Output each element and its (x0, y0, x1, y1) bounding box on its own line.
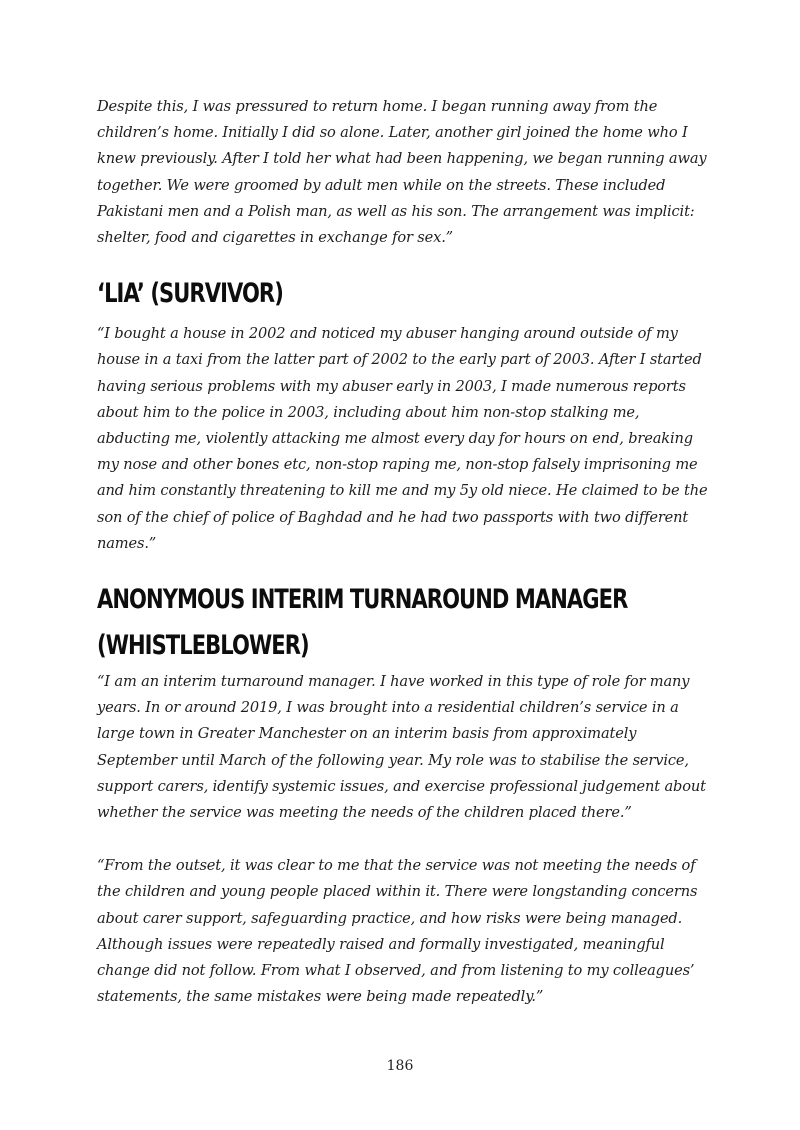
lia-testimony-paragraph: “I bought a house in 2002 and noticed my abuser hanging around outside of my house in a taxi from the latter part of 2002 to the early part of 2003. After I started having serious problems with my abuser early in 2003, I made numerous reports about him to the police in 2003, including about him non-stop stalking me, abducting me, violently attacking me almost every day for hours on end, breaking my nose and other bones etc, non-stop raping me, non-stop falsely imprisoning me and him constantly threatening to kill me and my 5y old niece. He claimed to be the son of the chief of police of Baghdad and he had two passports with two different names.” (97, 325, 708, 552)
section-heading-lia: ‘LIA’ (SURVIVOR) (97, 278, 283, 310)
page-number: 186 (386, 1058, 414, 1074)
manager-testimony-paragraph-2: “From the outset, it was clear to me that the service was not meeting the needs of the children and young people placed within it. There were longstanding concerns about carer support, safeguarding practice, and how risks were being managed. Although issues were repeatedly raised and formally investigated, meaningful change did not follow. From what I observed, and from listening to my colleagues’ statements, the same mistakes were being made repeatedly.” (97, 857, 698, 1006)
section-heading-manager: ANONYMOUS INTERIM TURNAROUND MANAGER (WHISTLEBLOWER) (97, 584, 628, 662)
page-body (97, 94, 709, 1010)
intro-paragraph: Despite this, I was pressured to return home. I began running away from the children’s home. Initially I did so alone. Later, another girl joined the home who I knew previously. After I told her what had been happening, we began running away together. We were groomed by adult men while on the streets. These included Pakistani men and a Polish man, as well as his son. The arrangement was implicit: shelter, food and cigarettes in exchange for sex.” (97, 98, 707, 247)
manager-testimony-paragraph-1: “I am an interim turnaround manager. I have worked in this type of role for many years. In or around 2019, I was brought into a residential children’s service in a large town in Greater Manchester on an interim basis from approximately September until March of the following year. My role was to stabilise the service, support carers, identify systemic issues, and exercise professional judgement about whether the service was meeting the needs of the children placed there.” (97, 673, 706, 822)
